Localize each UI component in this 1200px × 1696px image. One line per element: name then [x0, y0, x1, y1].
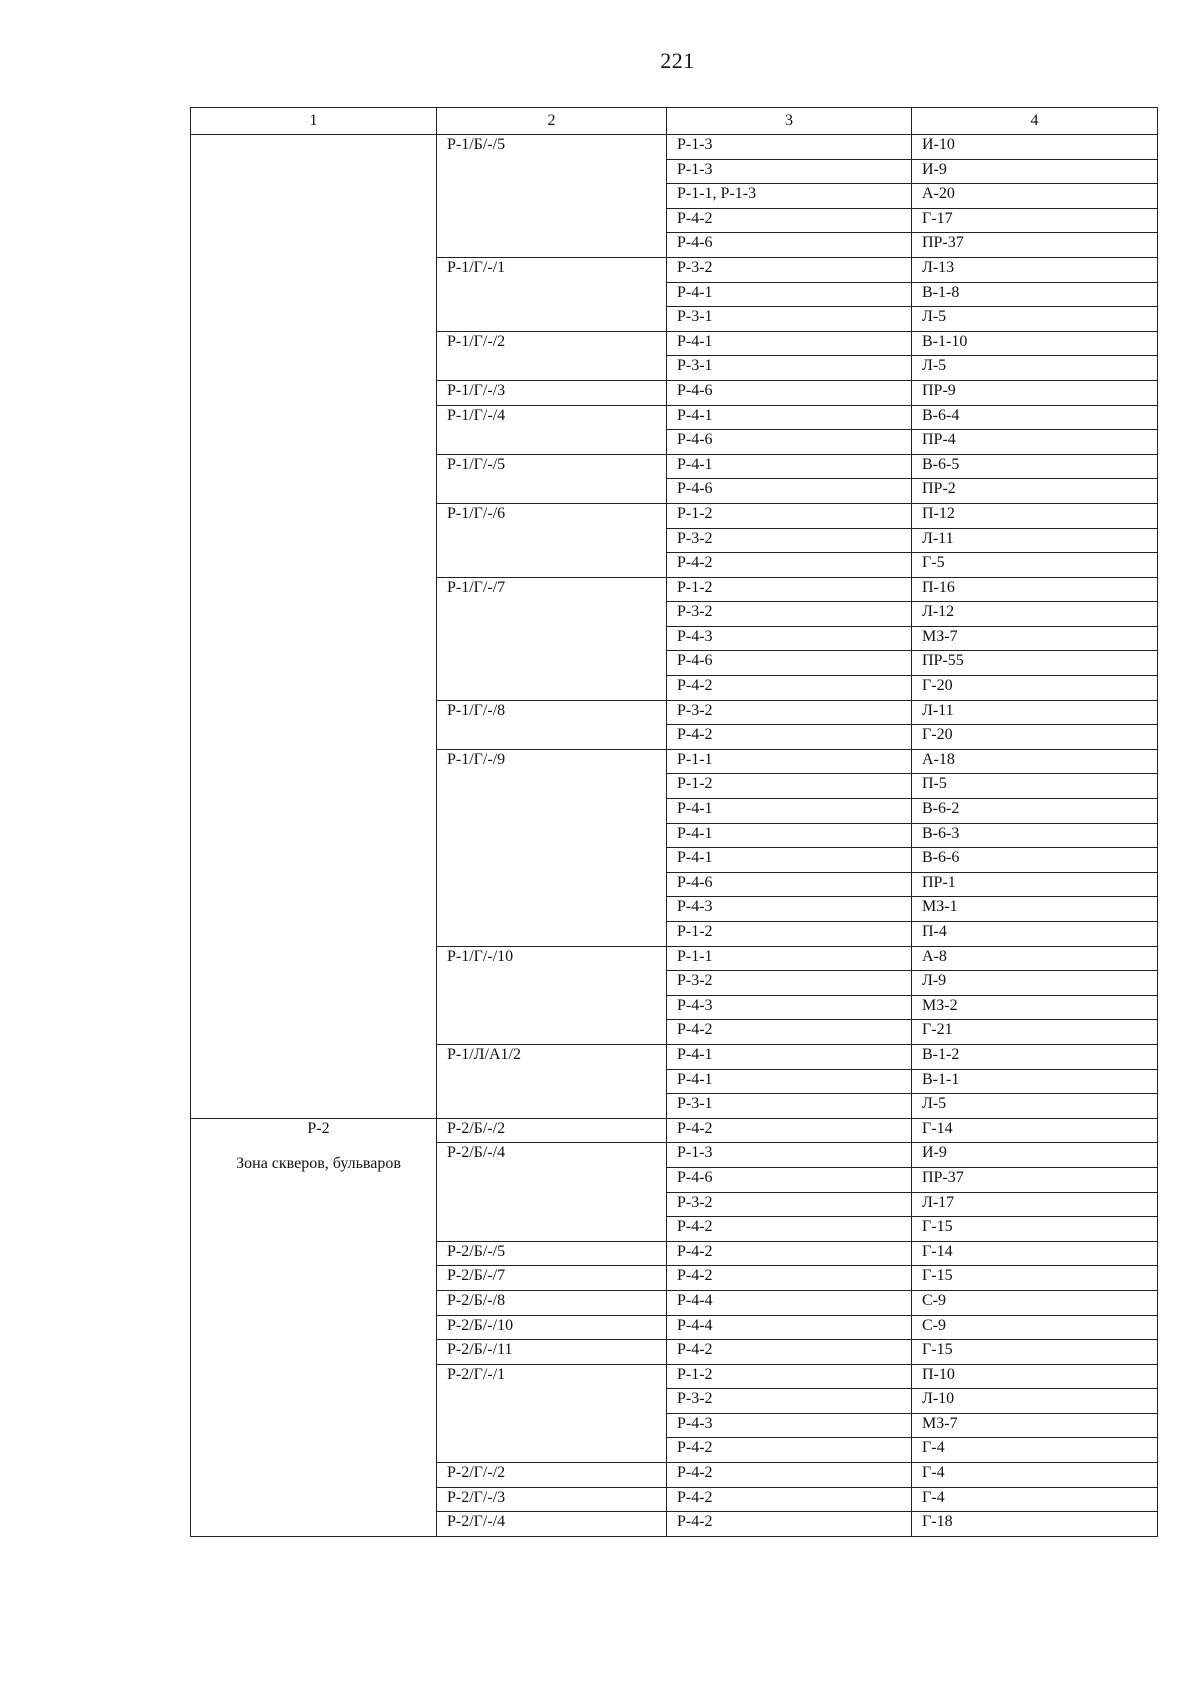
use-code-cell: Р-3-1 [667, 307, 912, 332]
object-code-cell: А-20 [912, 184, 1158, 209]
object-code-cell: В-6-5 [912, 454, 1158, 479]
object-code-cell: И-9 [912, 1143, 1158, 1168]
use-code-cell: Р-4-1 [667, 331, 912, 356]
use-code-cell: Р-1-3 [667, 159, 912, 184]
object-code-cell: Г-4 [912, 1438, 1158, 1463]
object-code-cell: Л-5 [912, 356, 1158, 381]
object-code-cell: Г-21 [912, 1020, 1158, 1045]
object-code-cell: ПР-55 [912, 651, 1158, 676]
use-code-cell: Р-3-2 [667, 528, 912, 553]
zone-code: Р-2 [307, 1119, 330, 1137]
object-code-cell: Л-5 [912, 307, 1158, 332]
object-code-cell: В-1-1 [912, 1069, 1158, 1094]
use-code-cell: Р-3-2 [667, 602, 912, 627]
use-code-cell: Р-4-1 [667, 823, 912, 848]
object-code-cell: П-5 [912, 774, 1158, 799]
object-code-cell: Г-17 [912, 208, 1158, 233]
object-code-cell: МЗ-7 [912, 1413, 1158, 1438]
subzone-code-cell: Р-1/Б/-/5 [437, 135, 667, 258]
use-code-cell: Р-1-2 [667, 577, 912, 602]
subzone-code-cell: Р-1/Г/-/9 [437, 749, 667, 946]
subzone-code-cell: Р-1/Г/-/8 [437, 700, 667, 749]
use-code-cell: Р-4-2 [667, 1340, 912, 1365]
object-code-cell: ПР-37 [912, 1167, 1158, 1192]
zone-name: Зона скверов, бульваров [236, 1154, 401, 1172]
subzone-code-cell: Р-1/Г/-/5 [437, 454, 667, 503]
object-code-cell: В-6-3 [912, 823, 1158, 848]
object-code-cell: П-10 [912, 1364, 1158, 1389]
use-code-cell: Р-4-6 [667, 233, 912, 258]
object-code-cell: Г-15 [912, 1217, 1158, 1242]
object-code-cell: Г-20 [912, 676, 1158, 701]
use-code-cell: Р-4-2 [667, 1118, 912, 1143]
object-code-cell: Г-20 [912, 725, 1158, 750]
subzone-code-cell: Р-1/Г/-/3 [437, 380, 667, 405]
object-code-cell: МЗ-1 [912, 897, 1158, 922]
subzone-code-cell: Р-1/Г/-/10 [437, 946, 667, 1044]
object-code-cell: В-1-8 [912, 282, 1158, 307]
use-code-cell: Р-1-2 [667, 774, 912, 799]
use-code-cell: Р-4-2 [667, 1487, 912, 1512]
use-code-cell: Р-1-1, Р-1-3 [667, 184, 912, 209]
object-code-cell: Г-15 [912, 1340, 1158, 1365]
subzone-code-cell: Р-1/Г/-/2 [437, 331, 667, 380]
use-code-cell: Р-4-3 [667, 626, 912, 651]
use-code-cell: Р-4-2 [667, 725, 912, 750]
object-code-cell: Л-10 [912, 1389, 1158, 1414]
use-code-cell: Р-4-2 [667, 553, 912, 578]
object-code-cell: А-8 [912, 946, 1158, 971]
object-code-cell: В-6-4 [912, 405, 1158, 430]
object-code-cell: С-9 [912, 1315, 1158, 1340]
object-code-cell: Г-14 [912, 1118, 1158, 1143]
object-code-cell: Г-4 [912, 1463, 1158, 1488]
subzone-code-cell: Р-2/Г/-/1 [437, 1364, 667, 1462]
use-code-cell: Р-4-3 [667, 995, 912, 1020]
subzone-code-cell: Р-2/Г/-/3 [437, 1487, 667, 1512]
use-code-cell: Р-4-2 [667, 1463, 912, 1488]
object-code-cell: Л-17 [912, 1192, 1158, 1217]
use-code-cell: Р-4-1 [667, 1069, 912, 1094]
use-code-cell: Р-3-2 [667, 700, 912, 725]
object-code-cell: С-9 [912, 1290, 1158, 1315]
subzone-code-cell: Р-2/Б/-/10 [437, 1315, 667, 1340]
object-code-cell: Л-9 [912, 971, 1158, 996]
object-code-cell: В-6-6 [912, 848, 1158, 873]
table-header-row [191, 108, 1158, 135]
use-code-cell: Р-4-2 [667, 1512, 912, 1537]
use-code-cell: Р-3-2 [667, 1192, 912, 1217]
object-code-cell: ПР-4 [912, 430, 1158, 455]
object-code-cell: Л-11 [912, 700, 1158, 725]
object-code-cell: В-1-2 [912, 1044, 1158, 1069]
subzone-code-cell: Р-1/Г/-/6 [437, 503, 667, 577]
use-code-cell: Р-1-2 [667, 503, 912, 528]
object-code-cell: Г-5 [912, 553, 1158, 578]
object-code-cell: П-4 [912, 922, 1158, 947]
subzone-code-cell: Р-2/Б/-/7 [437, 1266, 667, 1291]
subzone-code-cell: Р-1/Г/-/1 [437, 257, 667, 331]
use-code-cell: Р-4-2 [667, 1266, 912, 1291]
use-code-cell: Р-3-2 [667, 1389, 912, 1414]
object-code-cell: МЗ-2 [912, 995, 1158, 1020]
use-code-cell: Р-4-3 [667, 1413, 912, 1438]
use-code-cell: Р-1-2 [667, 922, 912, 947]
object-code-cell: Г-4 [912, 1487, 1158, 1512]
object-code-cell: МЗ-7 [912, 626, 1158, 651]
column-header-3: 3 [667, 108, 912, 135]
object-code-cell: Л-13 [912, 257, 1158, 282]
table-row [191, 1118, 1158, 1143]
use-code-cell: Р-3-1 [667, 356, 912, 381]
object-code-cell: Л-11 [912, 528, 1158, 553]
object-code-cell: Л-12 [912, 602, 1158, 627]
use-code-cell: Р-4-6 [667, 430, 912, 455]
use-code-cell: Р-3-1 [667, 1094, 912, 1119]
use-code-cell: Р-4-1 [667, 454, 912, 479]
object-code-cell: ПР-1 [912, 872, 1158, 897]
use-code-cell: Р-4-6 [667, 380, 912, 405]
use-code-cell: Р-3-2 [667, 971, 912, 996]
use-code-cell: Р-4-2 [667, 1020, 912, 1045]
use-code-cell: Р-4-6 [667, 1167, 912, 1192]
use-code-cell: Р-1-3 [667, 1143, 912, 1168]
object-code-cell: П-12 [912, 503, 1158, 528]
use-code-cell: Р-1-2 [667, 1364, 912, 1389]
object-code-cell: Г-15 [912, 1266, 1158, 1291]
object-code-cell: ПР-2 [912, 479, 1158, 504]
object-code-cell: В-1-10 [912, 331, 1158, 356]
object-code-cell: ПР-9 [912, 380, 1158, 405]
use-code-cell: Р-4-1 [667, 1044, 912, 1069]
subzone-code-cell: Р-2/Б/-/11 [437, 1340, 667, 1365]
table-row [191, 135, 1158, 160]
use-code-cell: Р-4-3 [667, 897, 912, 922]
object-code-cell: П-16 [912, 577, 1158, 602]
subzone-code-cell: Р-2/Б/-/8 [437, 1290, 667, 1315]
zone-cell [191, 135, 437, 1119]
use-code-cell: Р-4-2 [667, 1217, 912, 1242]
use-code-cell: Р-4-2 [667, 676, 912, 701]
use-code-cell: Р-4-4 [667, 1315, 912, 1340]
use-code-cell: Р-4-1 [667, 848, 912, 873]
subzone-code-cell: Р-2/Б/-/2 [437, 1118, 667, 1143]
object-code-cell: И-9 [912, 159, 1158, 184]
subzone-code-cell: Р-2/Г/-/4 [437, 1512, 667, 1537]
object-code-cell: Г-14 [912, 1241, 1158, 1266]
zone-cell [191, 1118, 437, 1536]
use-code-cell: Р-4-2 [667, 208, 912, 233]
zoning-table [190, 107, 1158, 1537]
object-code-cell: А-18 [912, 749, 1158, 774]
subzone-code-cell: Р-1/Г/-/7 [437, 577, 667, 700]
subzone-code-cell: Р-2/Г/-/2 [437, 1463, 667, 1488]
use-code-cell: Р-4-6 [667, 651, 912, 676]
object-code-cell: ПР-37 [912, 233, 1158, 258]
use-code-cell: Р-1-1 [667, 946, 912, 971]
use-code-cell: Р-4-1 [667, 282, 912, 307]
use-code-cell: Р-3-2 [667, 257, 912, 282]
use-code-cell: Р-4-1 [667, 799, 912, 824]
use-code-cell: Р-4-6 [667, 479, 912, 504]
subzone-code-cell: Р-1/Л/А1/2 [437, 1044, 667, 1118]
table-body [191, 135, 1158, 1537]
subzone-code-cell: Р-2/Б/-/5 [437, 1241, 667, 1266]
use-code-cell: Р-4-4 [667, 1290, 912, 1315]
column-header-4: 4 [912, 108, 1158, 135]
object-code-cell: Л-5 [912, 1094, 1158, 1119]
column-header-2: 2 [437, 108, 667, 135]
subzone-code-cell: Р-2/Б/-/4 [437, 1143, 667, 1241]
column-header-1: 1 [191, 108, 437, 135]
use-code-cell: Р-4-2 [667, 1438, 912, 1463]
subzone-code-cell: Р-1/Г/-/4 [437, 405, 667, 454]
object-code-cell: В-6-2 [912, 799, 1158, 824]
object-code-cell: Г-18 [912, 1512, 1158, 1537]
use-code-cell: Р-4-1 [667, 405, 912, 430]
use-code-cell: Р-4-6 [667, 872, 912, 897]
page-number: 221 [660, 48, 695, 73]
use-code-cell: Р-4-2 [667, 1241, 912, 1266]
object-code-cell: И-10 [912, 135, 1158, 160]
use-code-cell: Р-1-3 [667, 135, 912, 160]
use-code-cell: Р-1-1 [667, 749, 912, 774]
